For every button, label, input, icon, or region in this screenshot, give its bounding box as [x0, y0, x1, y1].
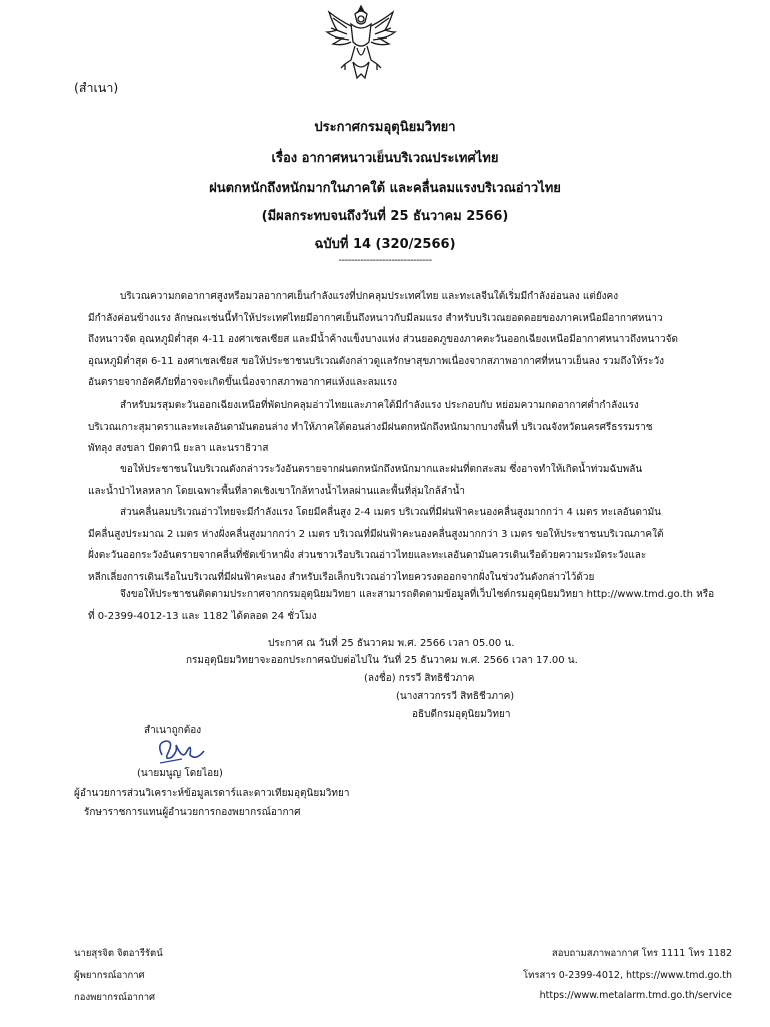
- handwritten-signature-icon: [152, 733, 208, 769]
- paragraph-line: หลีกเลี่ยงการเดินเรือในบริเวณที่มีฝนฟ้าคะนอง สำหรับเรือเล็กบริเวณอ่าวไทยควรงดออกจากฝั่งในช่วงวันดังกล่าวไว้ด้วย: [88, 571, 595, 583]
- paragraph-line: ถึงหนาวจัด อุณหภูมิต่ำสุด 4-11 องศาเซลเซียส และมีน้ำค้างแข็งบางแห่ง ส่วนยอดภูของภาคตะวันออกเฉียงเหนือมีอากาศหนาวถึงหนาวจัด: [88, 334, 678, 346]
- paragraph-line: ฝั่งตะวันออกระวังอันตรายจากคลื่นที่ซัดเข้าหาฝั่ง ส่วนชาวเรือบริเวณอ่าวไทยและทะเลอันดามันควรเดินเรือด้วยความระมัดระวังและ: [88, 550, 647, 562]
- announcement-title: ประกาศกรมอุตุนิยมวิทยา: [314, 120, 456, 135]
- paragraph-line: พัทลุง สงขลา ปัตตานี ยะลา และนราธิวาส: [88, 443, 269, 455]
- contact-service-link[interactable]: https://www.metalarm.tmd.go.th/service: [539, 990, 732, 1001]
- paragraph-line: มีคลื่นสูงประมาณ 2 เมตร ห่างฝั่งคลื่นสูงมากกว่า 2 เมตร บริเวณที่มีฝนฟ้าคะนองคลื่นสูงมากกว่า 3 เมตร ขอให้ประชาชนบริเวณภาคใต้: [88, 528, 664, 540]
- forecaster-role: ผู้พยากรณ์อากาศ: [74, 970, 145, 981]
- paragraph-line: มีกำลังค่อนข้างแรง ลักษณะเช่นนี้ทำให้ประเทศไทยมีอากาศเย็นถึงหนาวกับมีลมแรง สำหรับบริเวณยอดดอยของภาคเหนือมีอากาศหนาว: [88, 312, 663, 324]
- contact-fax-website: โทรสาร 0-2399-4012, https://www.tmd.go.th: [523, 970, 732, 981]
- paragraph-line: ขอให้ประชาชนในบริเวณดังกล่าวระวังอันตรายจากฝนตกหนักถึงหนักมากและฝนที่ตกสะสม ซึ่งอาจทำให้เกิดน้ำท่วมฉับพลัน: [120, 464, 643, 475]
- forecaster-name: นายสุรจิต จิตอารีรัตน์: [74, 948, 163, 959]
- paragraph-line: ส่วนคลื่นลมบริเวณอ่าวไทยจะมีกำลังแรง โดยมีคลื่นสูง 2-4 เมตร บริเวณที่มีฝนฟ้าคะนองคลื่นสูงมากกว่า 4 เมตร ทะเลอันดามัน: [120, 507, 661, 518]
- separator-line: ------------------------------: [338, 255, 432, 266]
- announced-date: ประกาศ ณ วันที่ 25 ธันวาคม พ.ศ. 2566 เวลา 05.00 น.: [268, 638, 515, 649]
- paragraph-cold-weather: [88, 286, 736, 394]
- certifier-acting-position: รักษาราชการแทนผู้อำนวยการกองพยากรณ์อากาศ: [84, 807, 301, 818]
- paragraph-line: อันตรายจากอัคคีภัยที่อาจจะเกิดขึ้นเนื่องจากสภาพอากาศแห้งและลมแรง: [88, 377, 397, 389]
- issue-number: ฉบับที่ 14 (320/2566): [314, 237, 456, 252]
- paragraph-contact: [88, 584, 736, 627]
- paragraph-line: บริเวณเกาะสุมาตราและทะเลอันดามันตอนล่าง ทำให้ภาคใต้ตอนล่างมีฝนตกหนักถึงหนักมากบางพื้นที่ บริเวณจังหวัดนครศรีธรรมราช: [88, 421, 653, 433]
- paragraph-line: จึงขอให้ประชาชนติดตามประกาศจากกรมอุตุนิยมวิทยา และสามารถติดตามข้อมูลที่เว็บไซต์กรมอุตุนิยมวิทยา http://www.tmd.go.th หรือ: [120, 589, 715, 600]
- paragraph-line: และน้ำป่าไหลหลาก โดยเฉพาะพื้นที่ลาดเชิงเขาใกล้ทางน้ำไหลผ่านและพื้นที่ลุ่มใกล้ลำน้ำ: [88, 485, 466, 497]
- forecaster-division: กองพยากรณ์อากาศ: [74, 992, 156, 1003]
- announcement-subject: เรื่อง อากาศหนาวเย็นบริเวณประเทศไทย: [271, 151, 499, 166]
- paragraph-monsoon: [88, 395, 736, 460]
- paragraph-line: ที่ 0-2399-4012-13 และ 1182 ได้ตลอด 24 ชั่วโมง: [88, 610, 317, 622]
- signer-title: อธิบดีกรมอุตุนิยมวิทยา: [412, 709, 511, 720]
- paragraph-waves: [88, 502, 736, 588]
- certifier-name: (นายมนูญ โดยไอย): [137, 768, 223, 779]
- certifier-position: ผู้อำนวยการส่วนวิเคราะห์ข้อมูลเรดาร์และดาวเทียมอุตุนิยมวิทยา: [74, 788, 350, 799]
- paragraph-line: บริเวณความกดอากาศสูงหรือมวลอากาศเย็นกำลังแรงที่ปกคลุมประเทศไทย และทะเลจีนใต้เริ่มมีกำลังอ่อนลง แต่ยังคง: [120, 291, 619, 302]
- announcement-subject-detail: ฝนตกหนักถึงหนักมากในภาคใต้ และคลื่นลมแรงบริเวณอ่าวไทย: [209, 181, 561, 196]
- signed-line: (ลงชื่อ) กรรวี สิทธิชีวภาค: [364, 673, 475, 684]
- contact-phone: สอบถามสภาพอากาศ โทร 1111 โทร 1182: [551, 948, 732, 959]
- garuda-emblem-icon: [325, 2, 397, 82]
- paragraph-line: อุณหภูมิต่ำสุด 6-11 องศาเซลเซียส ขอให้ประชาชนบริเวณดังกล่าวดูแลรักษาสุขภาพเนื่องจากสภาพอากาศที่หนาวเย็นลง รวมถึงให้ระวัง: [88, 355, 665, 367]
- paragraph-line: สำหรับมรสุมตะวันออกเฉียงเหนือที่พัดปกคลุมอ่าวไทยและภาคใต้มีกำลังแรง ประกอบกับ หย่อมความกดอากาศต่ำกำลังแรง: [120, 400, 639, 411]
- certified-label: สำเนาถูกต้อง: [144, 725, 202, 736]
- next-issue-note: กรมอุตุนิยมวิทยาจะออกประกาศฉบับต่อไปใน วันที่ 25 ธันวาคม พ.ศ. 2566 เวลา 17.00 น.: [186, 655, 578, 666]
- effective-period: (มีผลกระทบจนถึงวันที่ 25 ธันวาคม 2566): [261, 209, 509, 224]
- copy-mark: (สำเนา): [74, 80, 119, 95]
- signer-name: (นางสาวกรรวี สิทธิชีวภาค): [396, 691, 515, 702]
- paragraph-flood-warning: [88, 459, 736, 502]
